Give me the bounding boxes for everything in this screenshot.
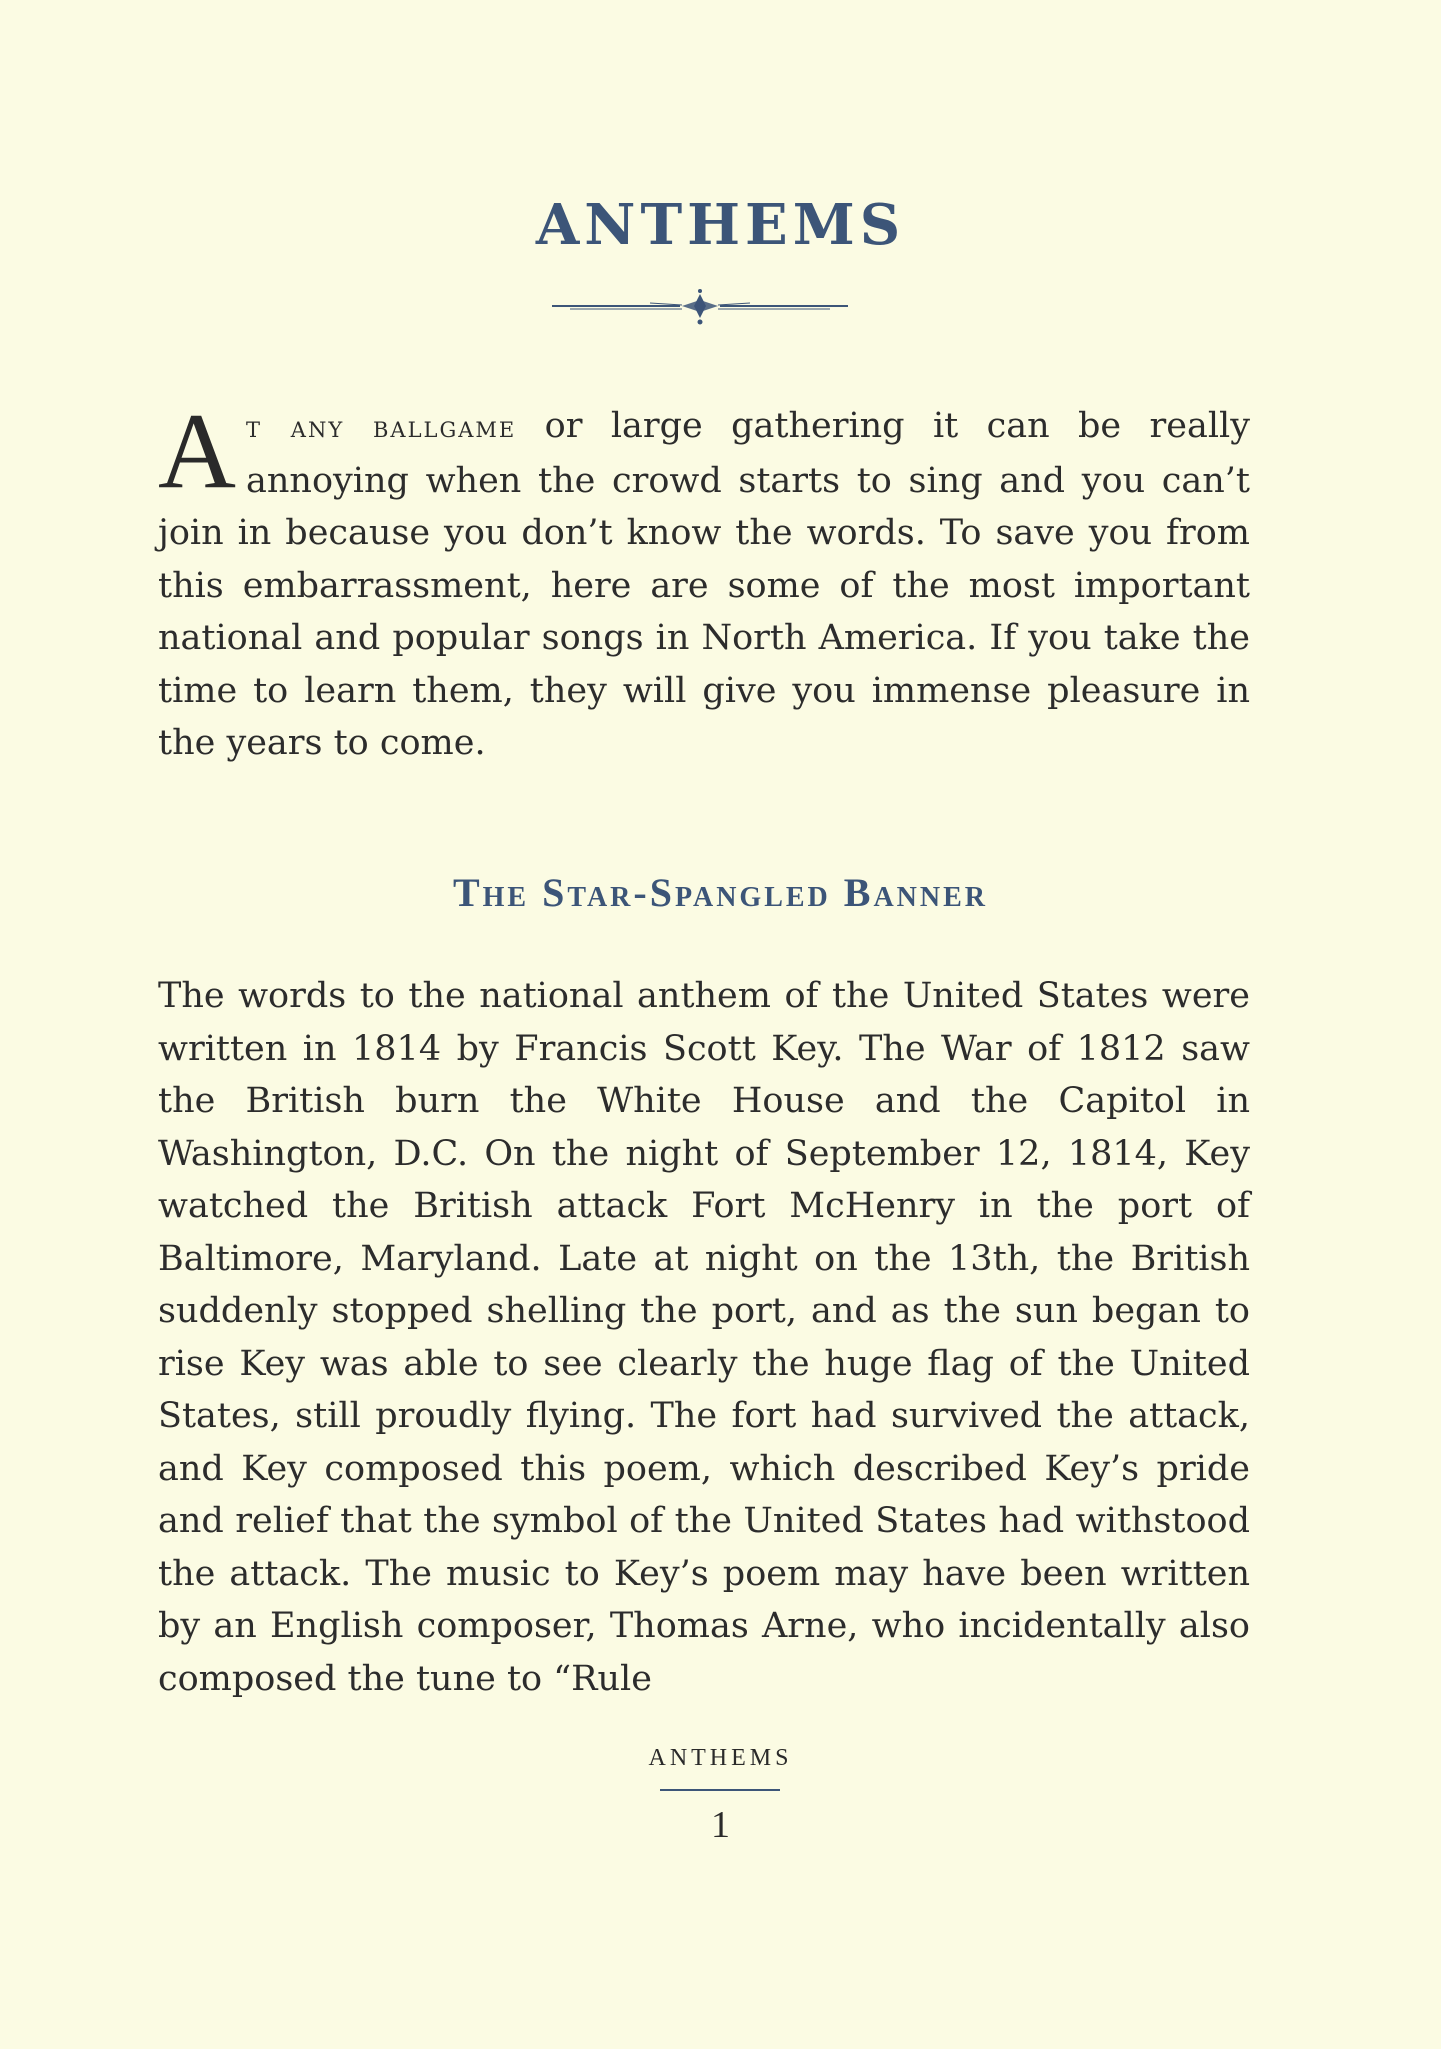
page-number: 1 xyxy=(711,1804,730,1846)
intro-text: or large gathering it can be really annoying when the crowd starts to sing and you can’t join in because you don’t know the words. To save you from this embarrassment, here are some of the most important national and popular songs in North America. If you take the time to learn them, they will give you immense pleasure in the years to come. xyxy=(158,406,1250,763)
section-title: The Star-Spangled Banner xyxy=(452,870,989,915)
intro-lead-in: t any ballgame xyxy=(246,410,517,445)
running-footer: ANTHEMS xyxy=(648,1745,793,1771)
drop-cap: A xyxy=(158,392,236,511)
ornament-divider-icon xyxy=(550,286,850,326)
chapter-title: ANTHEMS xyxy=(535,192,906,258)
footer-divider xyxy=(660,1789,780,1791)
intro-paragraph xyxy=(158,392,1250,770)
section-body-paragraph: The words to the national anthem of the United States were written in 1814 by Francis Scott Key. The War of 1812 saw the British burn the White House and the Capitol in Washington, D.C. On the night of September 12, 1814, Key watched the British attack Fort McHenry in the port of Baltimore, Maryland. Late at night on the 13th, the British suddenly stopped shelling the port, and as the sun began to rise Key was able to see clearly the huge flag of the United States, still proudly flying. The fort had survived the attack, and Key composed this poem, which described Key’s pride and relief that the symbol of the United States had withstood the attack. The music to Key’s poem may have been written by an English composer, Thomas Arne, who incidentally also composed the tune to “Rule xyxy=(158,976,1250,1699)
